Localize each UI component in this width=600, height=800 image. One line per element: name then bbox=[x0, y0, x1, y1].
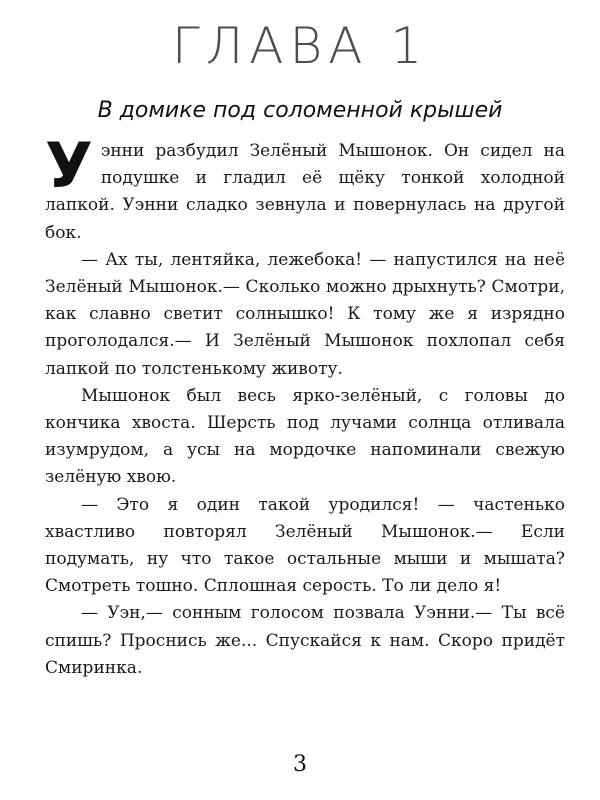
body-text bbox=[45, 129, 565, 682]
paragraph-5: — Уэн,— сонным голосом позвала Уэнни.— Ты всё спишь? Проснись же... Спускайся к нам. Скоро придёт Смиринка. bbox=[45, 603, 565, 678]
paragraph-2: — Ах ты, лентяйка, лежебока! — напустился на неё Зелёный Мышонок.— Сколько можно дрыхнуть? Смотри, как славно светит солнышко! К тому же я изрядно проголодался.— И Зелёный Мышонок похлопал себя лапкой по толстенькому животу. bbox=[45, 249, 565, 379]
section-title: В домике под соломенной крышей bbox=[97, 98, 503, 123]
paragraph-1-text: энни разбудил Зелёный Мышонок. Он сидел на подушке и гладил её щёку тонкой холодной лапкой. Уэнни сладко зевнула и повернулась на другой бок. bbox=[45, 141, 565, 243]
page-number: 3 bbox=[293, 752, 307, 777]
drop-cap: У bbox=[45, 129, 93, 202]
chapter-title: ГЛАВА 1 bbox=[171, 17, 429, 75]
paragraph-1 bbox=[45, 129, 565, 247]
paragraph-3: Мышонок был весь ярко-зелёный, с головы до кончика хвоста. Шерсть под лучами солнца отливала изумрудом, а усы на мордочке напоминали свежую зелёную хвою. bbox=[45, 385, 565, 488]
paragraph-4: — Это я один такой уродился! — частенько хвастливо повторял Зелёный Мышонок.— Если подумать, ну что такое остальные мыши и мышата? Смотреть тошно. Сплошная серость. То ли дело я! bbox=[45, 494, 565, 597]
